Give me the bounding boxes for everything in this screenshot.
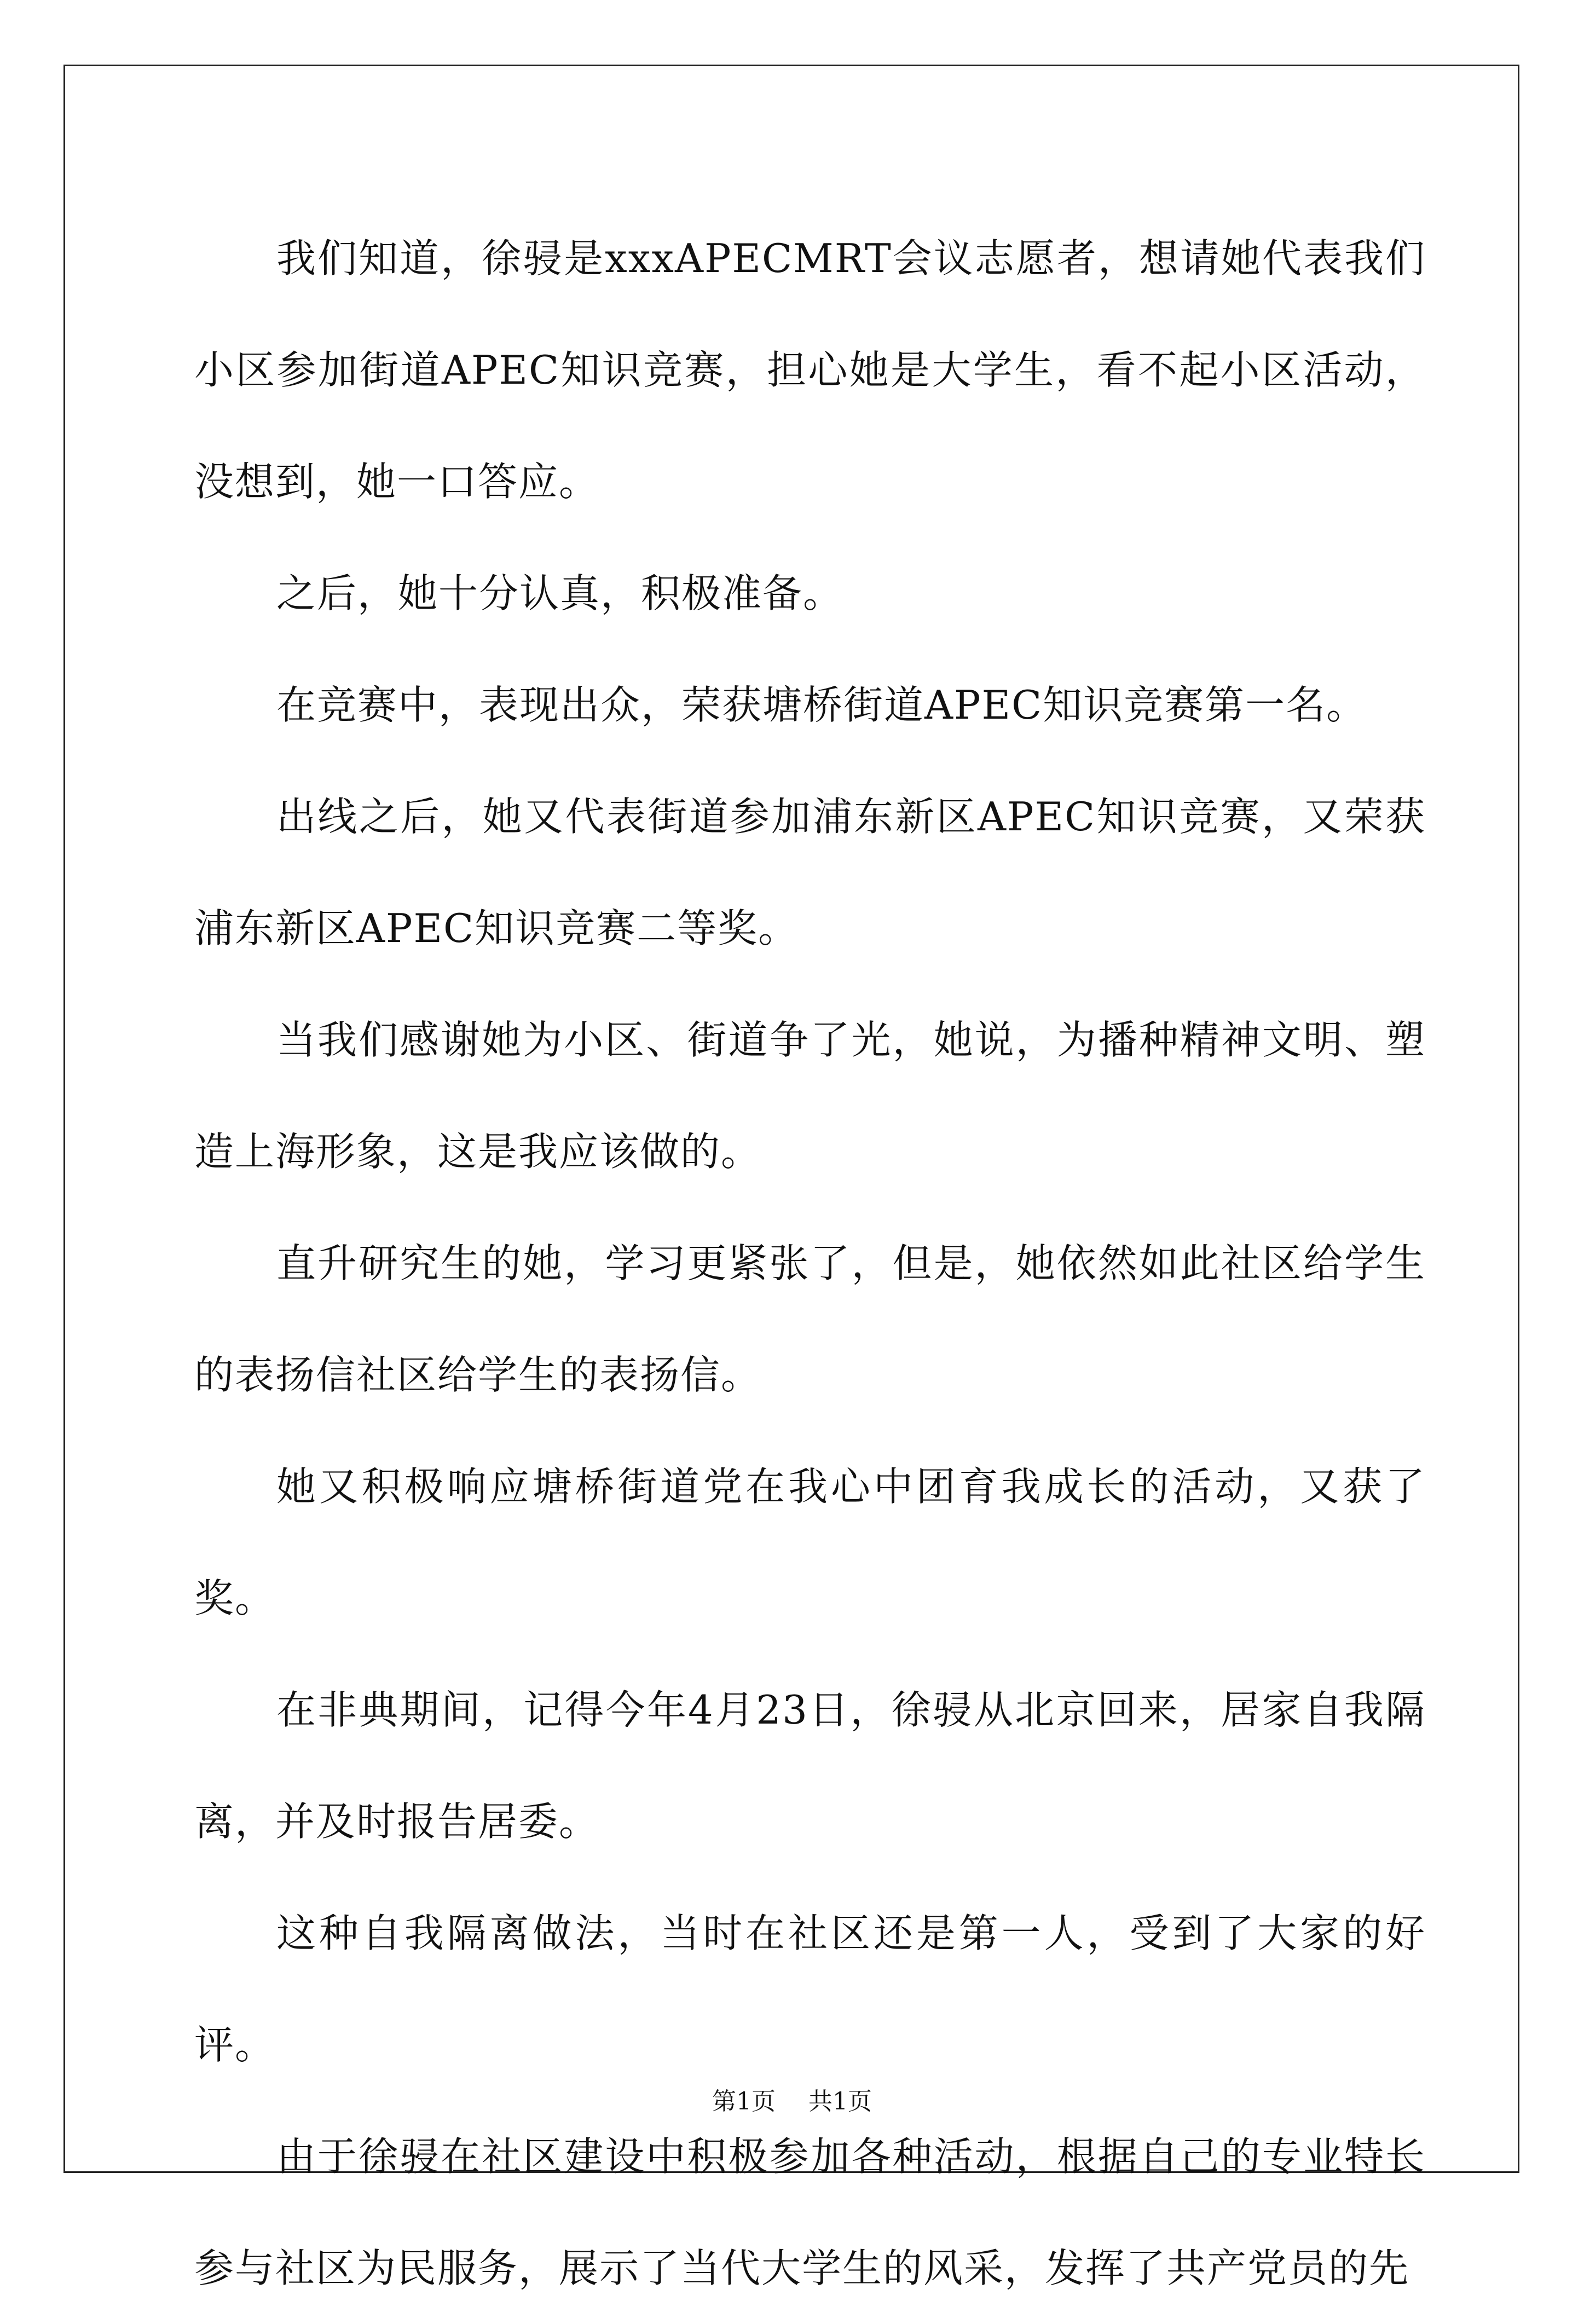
page-current: 第1页 — [712, 2088, 776, 2115]
paragraph: 这种自我隔离做法，当时在社区还是第一人，受到了大家的好评。 — [194, 1910, 1426, 2068]
paragraph: 我们知道，徐骎是xxxAPECMRT会议志愿者，想请她代表我们小区参加街道APEC知识竞赛，担心她是大学生，看不起小区活动，没想到，她一口答应。 — [194, 235, 1426, 505]
paragraph: 当我们感谢她为小区、街道争了光，她说，为播种精神文明、塑造上海形象，这是我应该做的。 — [194, 1017, 1426, 1175]
paragraph: 她又积极响应塘桥街道党在我心中团育我成长的活动，又获了奖。 — [194, 1464, 1426, 1621]
paragraph: 在非典期间，记得今年4月23日，徐骎从北京回来，居家自我隔离，并及时报告居委。 — [194, 1687, 1426, 1845]
paragraph: 之后，她十分认真，积极准备。 — [276, 570, 844, 616]
paragraph: 直升研究生的她，学习更紧张了，但是，她依然如此社区给学生的表扬信社区给学生的表扬信。 — [194, 1240, 1426, 1398]
paragraph: 出线之后，她又代表街道参加浦东新区APEC知识竞赛，又荣获浦东新区APEC知识竞赛二等奖。 — [194, 794, 1426, 951]
paragraph: 在竞赛中，表现出众，荣获塘桥街道APEC知识竞赛第一名。 — [276, 682, 1367, 728]
paragraph: 由于徐骎在社区建设中积极参加各种活动，根据自己的专业特长参与社区为民服务，展示了当代大学生的风采，发挥了共产党员的先 — [194, 2134, 1426, 2291]
page-footer — [0, 2085, 1584, 2118]
page-total: 共1页 — [808, 2088, 872, 2115]
document-body — [194, 203, 1426, 2324]
